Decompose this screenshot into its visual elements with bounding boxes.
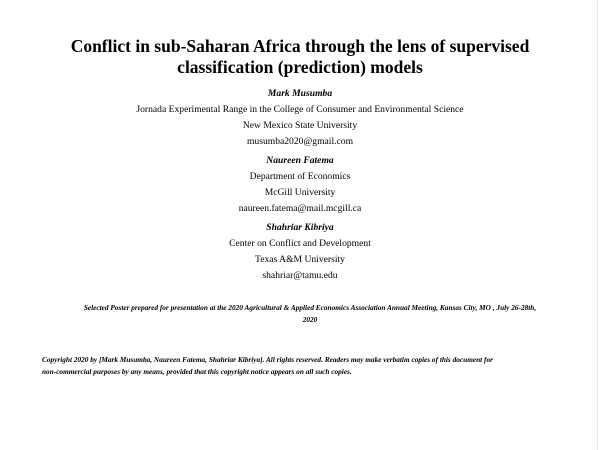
author-institution: New Mexico State University (242, 120, 358, 131)
author-name: Shahriar Kibriya (266, 222, 334, 233)
paper-title-line-1: Conflict in sub-Saharan Africa through the lens of supervised (70, 36, 530, 56)
author-affiliation: Jornada Experimental Range in the College of Consumer and Environmental Science (136, 104, 464, 115)
author-block-1 (60, 86, 540, 150)
copyright-notice (42, 354, 577, 377)
copyright-line-2: non-commercial purposes by any means, provided that this copyright notice appears on all such copies. (42, 366, 352, 376)
poster-note-line-2: 2020 (302, 315, 318, 324)
author-block-3 (60, 220, 540, 284)
author-email: shahriar@tamu.edu (262, 270, 338, 281)
page-edge-divider (597, 0, 598, 450)
paper-title-line-2: classification (prediction) models (177, 57, 423, 77)
author-name: Naureen Fatema (266, 155, 334, 166)
author-email: musumba2020@gmail.com (246, 136, 354, 147)
copyright-line-1: Copyright 2020 by [Mark Musumba, Naureen Fatema, Shahriar Kibriya]. All rights reserved. Readers may make verbatim copies of this document for (42, 355, 493, 364)
poster-note-line-1: Selected Poster prepared for presentation at the 2020 Agricultural & Applied Economics Association Annual Meeting, Kansas City, MO , July 26-28th, (83, 303, 537, 312)
author-affiliation: Department of Economics (249, 171, 351, 182)
author-affiliation: Center on Conflict and Development (229, 238, 371, 249)
poster-presentation-note (40, 302, 580, 326)
author-block-2 (60, 153, 540, 217)
paper-title (40, 36, 560, 78)
author-institution: McGill University (264, 187, 336, 198)
author-email: naureen.fatema@mail.mcgill.ca (238, 203, 362, 214)
author-institution: Texas A&M University (255, 254, 345, 265)
author-name: Mark Musumba (267, 88, 333, 99)
